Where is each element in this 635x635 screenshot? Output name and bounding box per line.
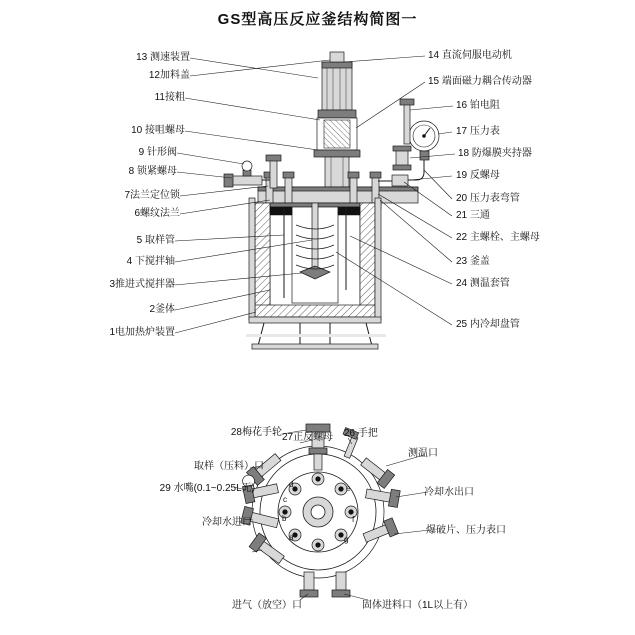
label-4: 4 下搅拌轴 xyxy=(126,256,175,267)
svg-text:f: f xyxy=(352,515,355,524)
label-15: 15 端面磁力耦合传动器 xyxy=(428,76,532,87)
label-26: 26 手把 xyxy=(344,428,378,439)
label-5: 5 取样管 xyxy=(136,235,175,246)
label-29: 29 水嘴(0.1~0.25L无) xyxy=(159,483,255,494)
svg-text:g: g xyxy=(344,535,349,544)
label-11: 11接粗 xyxy=(154,92,185,103)
label-28: 28梅花手轮 xyxy=(230,427,282,438)
label-23: 23 釜盖 xyxy=(456,256,490,267)
label-18: 18 防爆膜夹持器 xyxy=(458,148,532,159)
bottom-assembly xyxy=(239,424,400,597)
label-temperature-port: 测温口 xyxy=(408,448,438,459)
svg-text:e: e xyxy=(346,484,351,493)
label-10: 10 接咀螺母 xyxy=(131,125,185,136)
label-9: 9 针形阀 xyxy=(138,147,177,158)
label-6: 6螺纹法兰 xyxy=(134,208,180,219)
svg-text:b: b xyxy=(282,514,287,523)
label-cooling-water-inlet: 冷却水进口 xyxy=(202,517,252,528)
label-3: 3推进式搅拌器 xyxy=(109,279,175,290)
svg-text:a: a xyxy=(289,533,294,542)
label-20: 20 压力表弯管 xyxy=(456,193,520,204)
svg-text:c: c xyxy=(283,495,287,504)
label-22: 22 主螺栓、主螺母 xyxy=(456,232,540,243)
label-rupture-disc-gauge-port: 爆破片、压力表口 xyxy=(426,525,506,536)
label-12: 12加料盖 xyxy=(148,70,190,81)
label-16: 16 铂电阻 xyxy=(456,100,500,111)
label-solid-feed-port: 固体进料口（1L以上有） xyxy=(362,600,474,611)
label-2: 2釜体 xyxy=(149,304,175,315)
label-sampling-port: 取样（压料）口 xyxy=(194,461,264,472)
label-1: 1电加热炉装置 xyxy=(109,327,175,338)
page-title: GS型高压反应釜结构简图一 xyxy=(217,11,418,28)
label-25: 25 内冷却盘管 xyxy=(456,319,520,330)
svg-text:d: d xyxy=(289,480,294,489)
label-24: 24 测温套管 xyxy=(456,278,510,289)
label-21: 21 三通 xyxy=(456,210,490,221)
top-assembly xyxy=(224,52,439,349)
label-17: 17 压力表 xyxy=(456,126,500,137)
label-gas-inlet-vent-port: 进气（放空）口 xyxy=(232,600,302,611)
label-27: 27正反螺母 xyxy=(282,432,334,443)
label-19: 19 反螺母 xyxy=(456,170,500,181)
label-14: 14 直流伺服电动机 xyxy=(428,50,512,61)
label-7: 7法兰定位锁 xyxy=(124,190,180,201)
label-8: 8 锁紧螺母 xyxy=(128,166,177,177)
label-13: 13 测速装置 xyxy=(136,52,190,63)
label-cooling-water-outlet: 冷却水出口 xyxy=(424,487,474,498)
